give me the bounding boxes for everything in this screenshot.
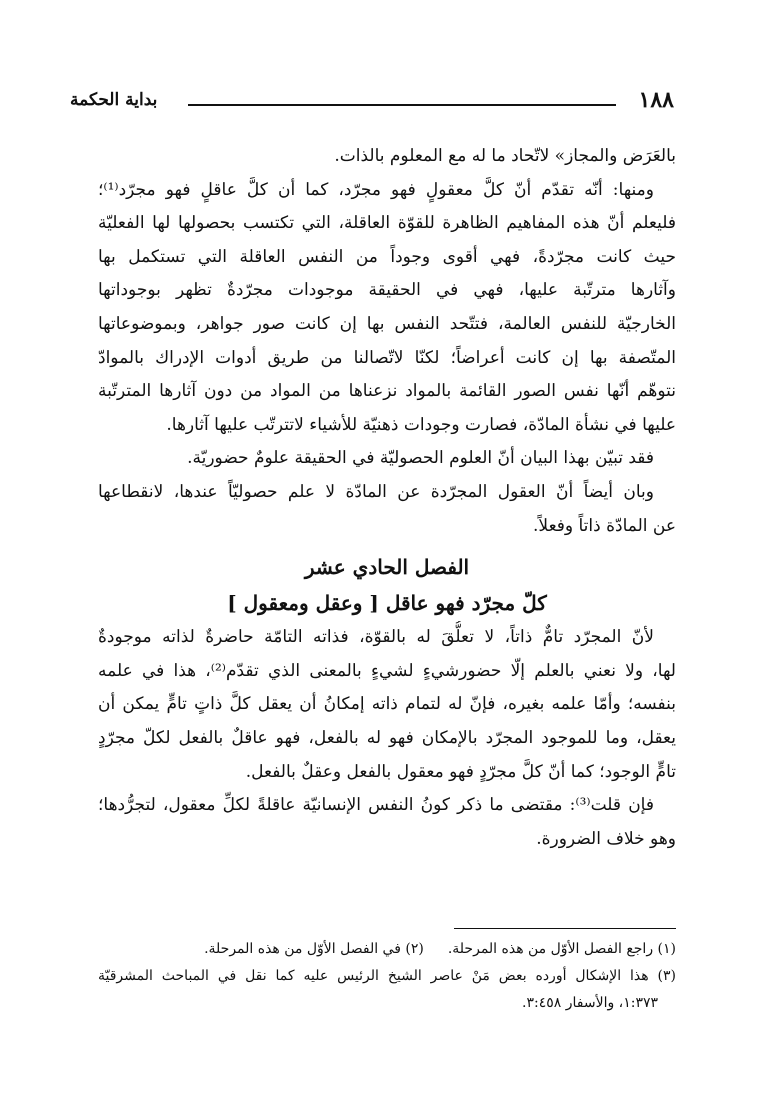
text-line: الخارجيّة للنفس العالمة، فتتّحد النفس بها إن كانت صور جواهر، وبموضوعاتها	[98, 313, 676, 334]
text-line: بنفسه؛ وأمّا علمه بغيره، فإنّ له لتمام ذاته إمكانُ أن يعقل كلَّ ذاتٍ تامٍّ يمكن أن	[98, 694, 676, 715]
text-line: عليها في نشأة المادّة، فصارت وجودات ذهنيّة للأشياء لاتترتّب عليها آثارها.	[166, 414, 676, 435]
text-line: بالعَرَض والمجاز» لاتّحاد ما له مع المعلوم بالذات.	[334, 146, 676, 166]
page-number: ١٨٨	[638, 87, 674, 113]
footnote-1: (١) راجع الفصل الأوّل من هذه المرحلة.	[447, 941, 676, 957]
text-line: المتّصفة بها إن كانت أعراضاً؛ لكنّا لاتّصالنا من طريق أدوات الإدراك بالموادّ	[98, 347, 676, 368]
chapter-title: الفصل الحادي عشر	[304, 555, 470, 580]
text-line: حيث كانت مجرّدةً، فهي أقوى وجوداً من النفس العاقلة التي تستكمل بها	[98, 246, 676, 267]
text-line: وآثارها مترتّبة عليها، فهي في الحقيقة موجودات مجرّدةٌ تظهر بوجوداتها	[98, 280, 676, 301]
footnote-line	[98, 936, 676, 963]
footnote-3-continued: ١:٣٧٣، والأسفار ٣:٤٥٨.	[522, 995, 658, 1011]
text-line: وهو خلاف الضرورة.	[536, 828, 676, 849]
text-line: وبان أيضاً أنّ العقول المجرّدة عن المادّة لا علم حصوليّاً عندها، لانقطاعها	[98, 481, 654, 502]
header-rule	[188, 104, 616, 106]
text-line: فليعلم أنّ هذه المفاهيم الظاهرة للقوّة العاقلة، التي تكتسب بحصولها لها الفعليّة	[98, 213, 676, 234]
text-line: ومنها: أنّه تقدّم أنّ كلَّ معقولٍ فهو مجرّد، كما أن كلَّ عاقلٍ فهو مجرّد⁽¹⁾؛	[98, 179, 654, 200]
text-line: لأنّ المجرّد تامٌّ ذاتاً، لا تعلُّقَ له بالقوّة، فذاته التامّة حاضرةٌ لذاته موجودةٌ	[98, 627, 654, 648]
chapter-subtitle: كلّ مجرّد فهو عاقل [ وعقل ومعقول ]	[227, 591, 547, 616]
text-line: لها، ولا نعني بالعلم إلّا حضورشيءٍ لشيءٍ بالمعنى الذي تقدّم⁽²⁾، هذا في علمه	[98, 660, 676, 681]
text-line: تامٍّ الوجود؛ كما أنّ كلَّ مجرّدٍ فهو معقول بالفعل وعقلٌ بالفعل.	[245, 761, 676, 782]
text-line: فإن قلت⁽³⁾: مقتضى ما ذكر كونُ النفس الإنسانيّة عاقلةً لكلِّ معقول، لتجرُّدها؛	[98, 795, 654, 816]
running-header	[70, 86, 674, 116]
text-line: يعقل، وما للموجود المجرّد بالإمكان فهو له بالفعل، فهو عاقلٌ بالفعل لكلّ مجرّدٍ	[98, 727, 676, 748]
footnote-3: (٣) هذا الإشكال أورده بعض مَنْ عاصر الشيخ الرئيس عليه كما نقل في المباحث المشرقيّة	[98, 968, 676, 984]
text-line: فقد تبيّن بهذا البيان أنّ العلوم الحصوليّة في الحقيقة علومٌ حضوريّة.	[187, 448, 654, 469]
main-text	[98, 140, 676, 856]
footnote-rule	[454, 928, 676, 929]
footnotes	[98, 936, 676, 1017]
book-title: بداية الحكمة	[70, 90, 158, 110]
text-line: نتوهّم أنّها نفس الصور القائمة بالمواد نزعناها من المواد من دون آثارها المترتّبة	[98, 381, 676, 402]
footnote-2: (٢) في الفصل الأوّل من هذه المرحلة.	[204, 941, 424, 957]
text-line: عن المادّة ذاتاً وفعلاً.	[533, 515, 676, 536]
